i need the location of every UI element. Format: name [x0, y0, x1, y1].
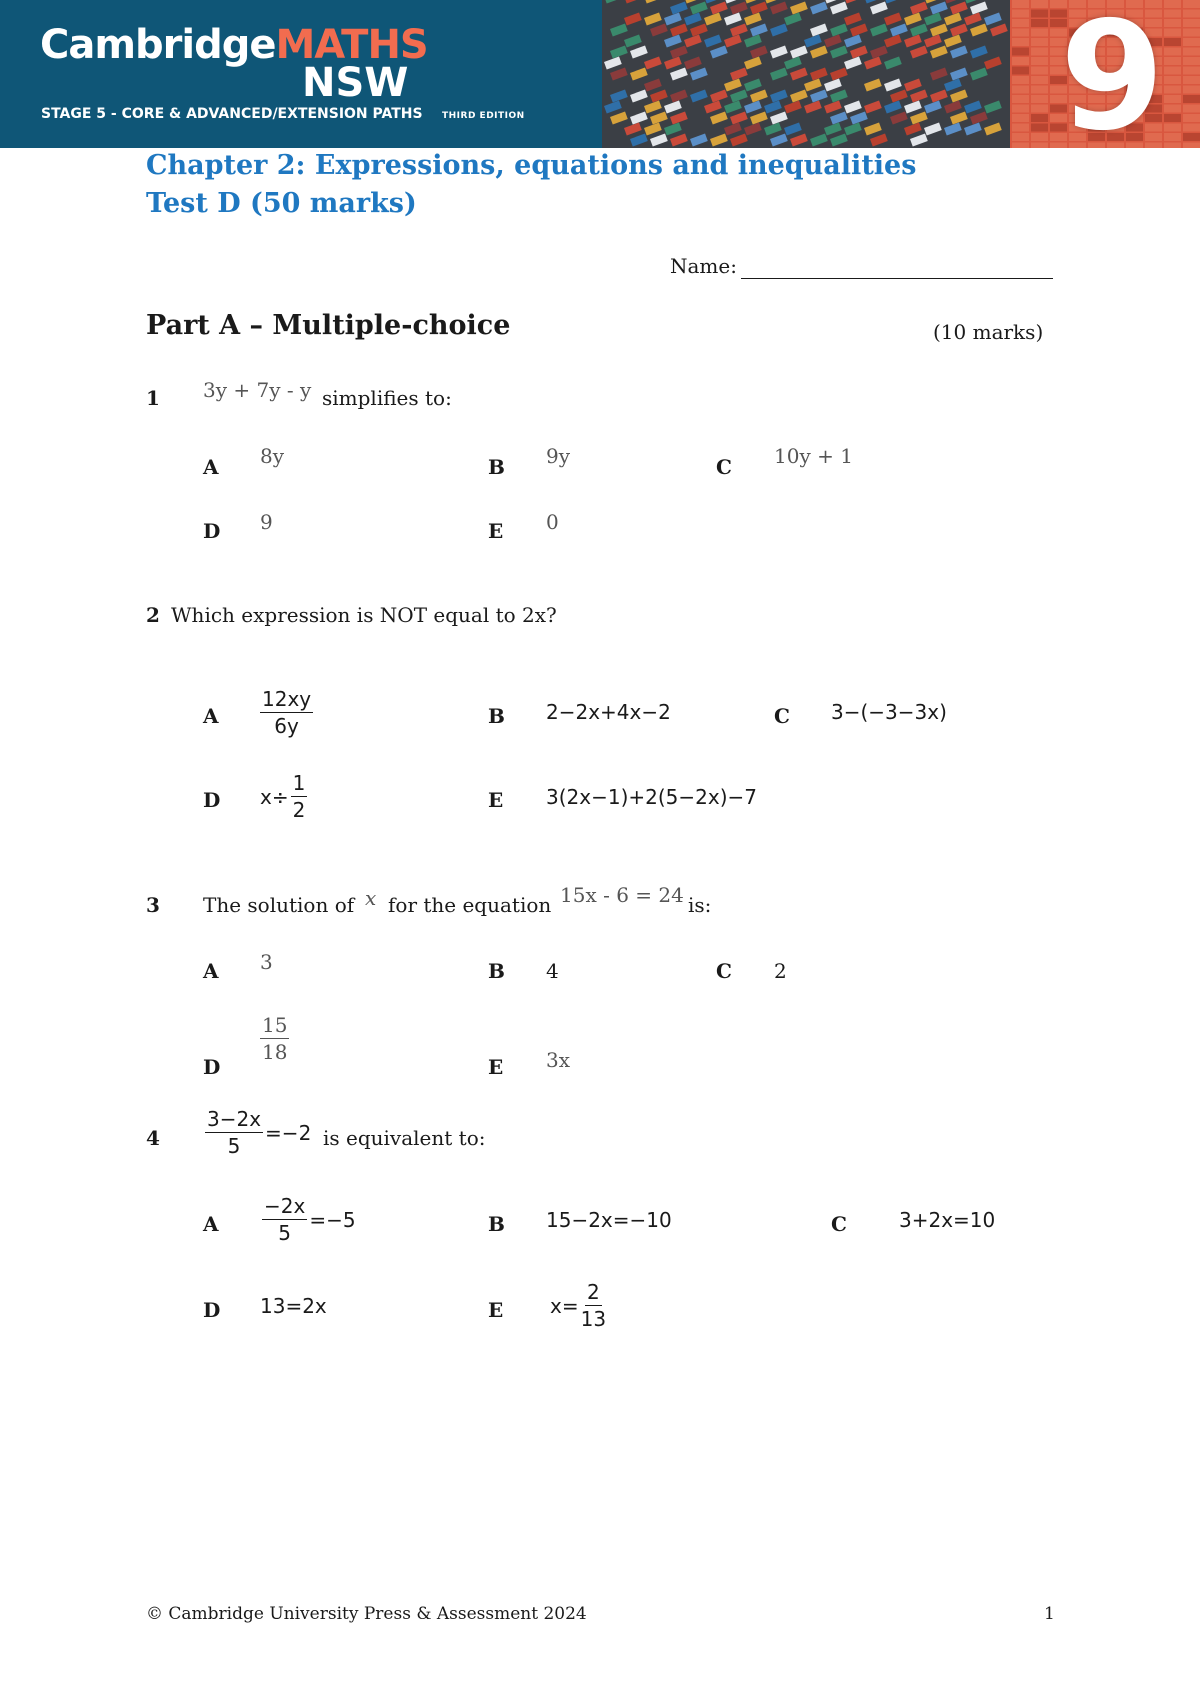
q4-option-e-denominator: 13 [580, 1307, 607, 1331]
q1-option-e-value: 0 [546, 510, 559, 534]
container-block [1183, 86, 1200, 94]
q3-option-a-label[interactable]: A [203, 959, 219, 983]
test-title: Test D (50 marks) [146, 188, 417, 219]
q1-option-d-value: 9 [260, 510, 273, 534]
part-a-marks: (10 marks) [933, 320, 1044, 344]
q2-option-c-value: 3−(−3−3x) [831, 700, 947, 724]
container-block [1012, 86, 1029, 94]
q4-option-d-value: 13=2x [260, 1294, 327, 1318]
container-block [1164, 67, 1181, 75]
container-block [1183, 57, 1200, 65]
container-block [1031, 57, 1048, 65]
container-block [1012, 143, 1029, 149]
q3-option-d-denominator: 18 [262, 1040, 288, 1064]
q4-option-a-denominator: 5 [278, 1221, 292, 1245]
q4-option-e-prefix: x= [550, 1293, 579, 1318]
q4-option-c-label[interactable]: C [831, 1212, 847, 1236]
question-1-text: simplifies to: [322, 386, 452, 410]
q3-option-c-label[interactable]: C [716, 959, 732, 983]
container-block [1012, 57, 1029, 65]
question-1-expression: 3y + 7y - y [203, 378, 312, 402]
q4-option-d-label[interactable]: D [203, 1298, 221, 1322]
container-block [1164, 10, 1181, 18]
q3-option-e-value: 3x [546, 1048, 571, 1072]
container-block [1012, 0, 1029, 8]
container-block [1183, 114, 1200, 122]
container-block [1183, 124, 1200, 132]
q4-option-a-suffix: =−5 [309, 1207, 356, 1232]
question-3-variable: x [365, 886, 377, 910]
container-block [1012, 10, 1029, 18]
container-block [1031, 133, 1048, 141]
q4-option-a-label[interactable]: A [203, 1212, 219, 1236]
grade-number: 9 [1060, 0, 1165, 148]
question-3-text-before: The solution of [203, 893, 355, 917]
q2-option-e-value: 3(2x−1)+2(5−2x)−7 [546, 785, 757, 809]
name-input-line[interactable] [741, 278, 1053, 279]
q3-option-a-value: 3 [260, 950, 273, 974]
q1-option-c-value: 10y + 1 [774, 444, 853, 468]
name-label: Name: [670, 254, 737, 278]
q2-option-b-value: 2−2x+4x−2 [546, 700, 671, 724]
q2-option-b-label[interactable]: B [488, 704, 505, 728]
container-block [1183, 95, 1200, 103]
container-block [1031, 38, 1048, 46]
container-block [1012, 114, 1029, 122]
q2-option-d-prefix: x÷ [260, 784, 289, 809]
container-block [1031, 86, 1048, 94]
question-4-text: is equivalent to: [323, 1126, 486, 1150]
edition-label: THIRD EDITION [442, 111, 525, 121]
container-block [1031, 76, 1048, 84]
container-block [1012, 124, 1029, 132]
q4-option-a-numerator: −2x [264, 1194, 306, 1218]
container-block [1012, 105, 1029, 113]
q2-option-d-fraction [291, 770, 308, 823]
container-block [1012, 19, 1029, 27]
q1-option-b-label[interactable]: B [488, 455, 505, 479]
q4-option-e-label[interactable]: E [488, 1298, 504, 1322]
q3-option-d-fraction [260, 1012, 289, 1065]
brand-nsw: NSW [302, 60, 409, 106]
container-block [1031, 114, 1048, 122]
question-2-text: Which expression is NOT equal to 2x? [171, 603, 557, 627]
q4-option-c-value: 3+2x=10 [899, 1208, 996, 1232]
q2-option-e-label[interactable]: E [488, 788, 504, 812]
q1-option-a-label[interactable]: A [203, 455, 219, 479]
container-block [1164, 143, 1181, 149]
container-block [1031, 0, 1048, 8]
q1-option-c-label[interactable]: C [716, 455, 732, 479]
q3-option-d-numerator: 15 [262, 1013, 288, 1037]
container-block [1031, 124, 1048, 132]
q2-option-a-label[interactable]: A [203, 704, 219, 728]
q3-option-d-label[interactable]: D [203, 1055, 221, 1079]
container-block [1183, 143, 1200, 149]
container-block [1031, 29, 1048, 37]
question-4-equation [203, 1106, 311, 1159]
container-block [1164, 38, 1181, 46]
container-block [1164, 124, 1181, 132]
container-block [1164, 114, 1181, 122]
q2-option-d-label[interactable]: D [203, 788, 221, 812]
container-block [1164, 0, 1181, 8]
container-block [1183, 0, 1200, 8]
brand-maths: MATHS [275, 22, 428, 68]
container-block [1031, 143, 1048, 149]
footer-copyright: © Cambridge University Press & Assessment 2024 [146, 1604, 587, 1624]
container-block [1164, 48, 1181, 56]
question-4-fraction [205, 1106, 263, 1159]
q2-option-c-label[interactable]: C [774, 704, 790, 728]
q3-option-b-value: 4 [546, 959, 559, 983]
container-block [1164, 29, 1181, 37]
container-block [1012, 48, 1029, 56]
q4-option-b-label[interactable]: B [488, 1212, 505, 1236]
q4-option-e-value [550, 1279, 608, 1332]
container-block [1164, 86, 1181, 94]
q2-option-d-value [260, 770, 309, 823]
q3-option-e-label[interactable]: E [488, 1055, 504, 1079]
question-4-denominator: 5 [227, 1134, 241, 1158]
q2-option-a-denominator: 6y [274, 714, 299, 738]
container-block [1164, 57, 1181, 65]
container-block [1012, 95, 1029, 103]
container-block [1183, 76, 1200, 84]
q1-option-d-label[interactable]: D [203, 519, 221, 543]
q4-option-e-fraction [581, 1279, 606, 1332]
q3-option-c-value: 2 [774, 959, 787, 983]
q2-option-a-fraction [260, 686, 313, 739]
container-block [1183, 19, 1200, 27]
question-3-equation: 15x - 6 = 24 [560, 883, 684, 907]
container-block [1183, 29, 1200, 37]
question-3-text-after: is: [688, 893, 712, 917]
question-4-numerator: 3−2x [207, 1107, 262, 1131]
container-block [1164, 105, 1181, 113]
q2-option-d-numerator: 1 [292, 771, 306, 795]
q1-option-e-label[interactable]: E [488, 519, 504, 543]
container-block [1183, 133, 1200, 141]
container-block [1031, 67, 1048, 75]
container-block [1031, 95, 1048, 103]
chapter-title: Chapter 2: Expressions, equations and inequalities [146, 150, 917, 181]
question-1-number: 1 [146, 386, 160, 410]
question-4-rhs: =−2 [265, 1120, 312, 1145]
container-block [1164, 19, 1181, 27]
q3-option-b-label[interactable]: B [488, 959, 505, 983]
q4-option-b-value: 15−2x=−10 [546, 1208, 672, 1232]
q4-option-a-value [260, 1193, 356, 1246]
container-block [1183, 67, 1200, 75]
container-block [1183, 48, 1200, 56]
container-block [1012, 76, 1029, 84]
question-3-number: 3 [146, 893, 160, 917]
question-3-text-middle: for the equation [388, 893, 552, 917]
container-block [1031, 48, 1048, 56]
part-a-title: Part A – Multiple-choice [146, 310, 511, 341]
container-block [1031, 10, 1048, 18]
question-4-number: 4 [146, 1126, 160, 1150]
container-block [1183, 105, 1200, 113]
container-block [1012, 67, 1029, 75]
container-block [1164, 133, 1181, 141]
q1-option-b-value: 9y [546, 444, 571, 468]
q2-option-a-numerator: 12xy [262, 687, 312, 711]
container-block [1012, 133, 1029, 141]
container-block [1183, 10, 1200, 18]
container-block [1031, 105, 1048, 113]
page-number: 1 [1044, 1604, 1055, 1624]
brand-cambridge: Cambridge [40, 22, 276, 68]
q2-option-d-denominator: 2 [292, 798, 306, 822]
container-block [1164, 95, 1181, 103]
container-block [1012, 29, 1029, 37]
q4-option-a-fraction [262, 1193, 307, 1246]
q1-option-a-value: 8y [260, 444, 285, 468]
header-banner [0, 0, 1200, 148]
container-block [1183, 38, 1200, 46]
stage-label: STAGE 5 - CORE & ADVANCED/EXTENSION PATHS [41, 106, 423, 122]
container-block [1031, 19, 1048, 27]
container-block [1012, 38, 1029, 46]
question-2-number: 2 [146, 603, 160, 627]
container-block [1164, 76, 1181, 84]
q4-option-e-numerator: 2 [586, 1280, 600, 1304]
